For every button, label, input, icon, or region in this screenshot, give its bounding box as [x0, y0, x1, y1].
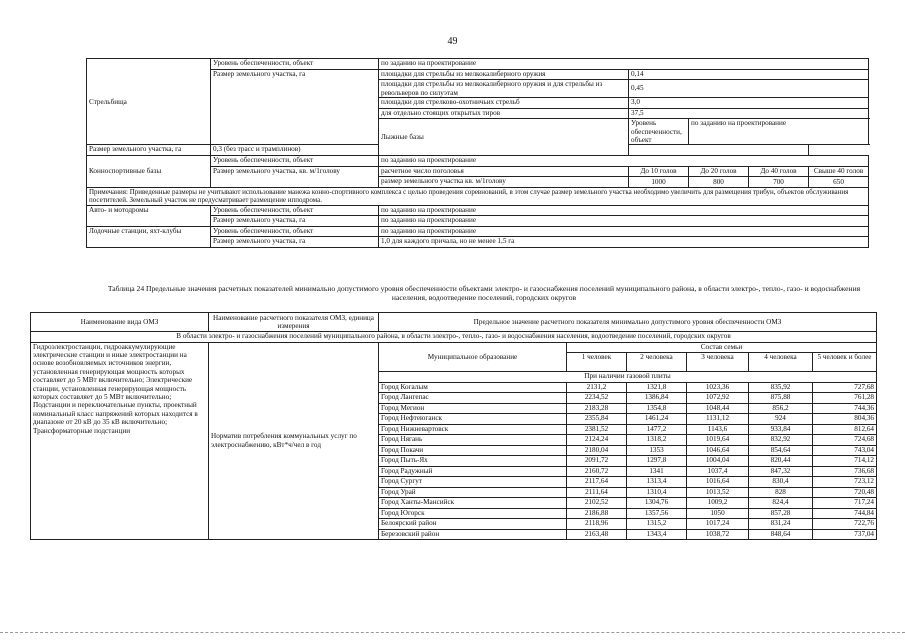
value-cell: 2124,24 — [567, 435, 627, 446]
value-cell: 2111,64 — [567, 487, 627, 498]
row-label-horse: Конноспортивные базы — [87, 156, 211, 188]
table-cell: 1,0 для каждого причала, но не менее 1,5 га — [379, 237, 869, 248]
value-cell: 744,36 — [813, 403, 877, 414]
municipality-name: Город Нефтеюганск — [379, 414, 567, 425]
value-cell: 743,04 — [813, 445, 877, 456]
table-cell: по заданию на проектирование — [379, 226, 869, 237]
header-value: Предельное значение расчетного показателя минимально допустимого уровня обеспеченности ОМЗ — [379, 313, 877, 332]
value-cell: 2160,72 — [567, 466, 627, 477]
value-cell: 737,04 — [813, 529, 877, 540]
value-cell: 1131,12 — [687, 414, 749, 425]
table-cell: 1000 — [629, 177, 689, 188]
table-cell: расчетное число поголовья — [379, 166, 629, 177]
municipality-name: Город Сургут — [379, 477, 567, 488]
area-label: Размер земельного участка, га — [211, 69, 379, 145]
value-cell: 1004,04 — [687, 456, 749, 467]
value-cell: 2102,52 — [567, 498, 627, 509]
table-cell: 0,14 — [629, 69, 869, 80]
header-kind: Наименование вида ОМЗ — [31, 313, 209, 332]
value-cell: 857,28 — [749, 508, 813, 519]
municipality-name: Белоярский район — [379, 519, 567, 530]
table-cell: Размер земельного участка, кв. м/1голову — [211, 166, 379, 187]
family-header: Состав семьи — [567, 342, 877, 353]
value-cell: 761,28 — [813, 393, 877, 404]
col-1: 1 человек — [567, 353, 627, 372]
municipality-name: Город Ханты-Мансийск — [379, 498, 567, 509]
table-cell: площадки для стрелково-охотничьих стрельб — [379, 98, 629, 109]
table-cell: по заданию на проектирование — [379, 205, 869, 216]
value-cell: 2355,84 — [567, 414, 627, 425]
value-cell: 2131,2 — [567, 382, 627, 393]
table-cell: До 10 голов — [629, 166, 689, 177]
mo-header: Муниципальное образование — [379, 342, 567, 372]
col-5: 5 человек и более — [813, 353, 877, 372]
value-cell: 1321,8 — [627, 382, 687, 393]
level-value: по заданию на проектирование — [379, 59, 869, 70]
value-cell: 1357,56 — [627, 508, 687, 519]
table-cell: Свыше 40 голов — [809, 166, 869, 177]
value-cell: 720,48 — [813, 487, 877, 498]
value-cell: 714,12 — [813, 456, 877, 467]
value-cell: 1009,2 — [687, 498, 749, 509]
value-cell: 1343,4 — [627, 529, 687, 540]
row-label-strelbishche: Стрельбища — [87, 59, 211, 145]
value-cell: 875,88 — [749, 393, 813, 404]
col-2: 2 человека — [627, 353, 687, 372]
table-cell: 700 — [749, 177, 809, 188]
value-cell: 824,4 — [749, 498, 813, 509]
value-cell: 1143,6 — [687, 424, 749, 435]
municipality-name: Город Радужный — [379, 466, 567, 477]
value-cell: 1046,64 — [687, 445, 749, 456]
municipality-name: Город Мегион — [379, 403, 567, 414]
gas-row: При наличии газовой плиты — [379, 372, 877, 383]
value-cell: 727,68 — [813, 382, 877, 393]
table-cell: Уровень обеспеченности, объект — [211, 226, 379, 237]
value-cell: 722,76 — [813, 519, 877, 530]
table-cell: 0,3 (без трасс и трамплинов) — [211, 145, 809, 156]
value-cell: 1353 — [627, 445, 687, 456]
indicator-cell: Норматив потребления коммунальных услуг по электроснабжению, кВт*ч/чел в год — [209, 342, 379, 540]
municipality-name: Город Нягань — [379, 435, 567, 446]
value-cell: 2180,04 — [567, 445, 627, 456]
table-cell: Уровень обеспеченности, объект — [629, 119, 689, 145]
municipality-name: Березовский район — [379, 529, 567, 540]
kind-cell: Гидроэлектростанции, гидроаккумулирующие электрические станции и иные электростанции на основе возобновляемых источников энергии, установленная генерирующая мощность которых составляет до 5 МВт включительно; Электрические станции, установленная генерирующая мощность которых составляет до 5 МВт включительно; Подстанции и переключательные пункты, проектный номинальный класс напряжений которых находится в диапазоне от 20 кВ до 35 кВ включительно; Трансформаторные подстанции — [31, 342, 209, 540]
table-cell: площадки для стрельбы из мелкокалиберного оружия — [379, 69, 629, 80]
municipality-name: Город Югорск — [379, 508, 567, 519]
value-cell: 1386,84 — [627, 393, 687, 404]
value-cell: 1017,24 — [687, 519, 749, 530]
col-4: 4 человека — [749, 353, 813, 372]
value-cell: 1050 — [687, 508, 749, 519]
table-cell: 3,0 — [629, 98, 869, 109]
value-cell: 933,84 — [749, 424, 813, 435]
value-cell: 828 — [749, 487, 813, 498]
row-label-boat: Лодочные станции, яхт-клубы — [87, 226, 211, 247]
header-indicator: Наименование расчетного показателя ОМЗ, единица измерения — [209, 313, 379, 332]
value-cell: 717,24 — [813, 498, 877, 509]
value-cell: 820,44 — [749, 456, 813, 467]
value-cell: 924 — [749, 414, 813, 425]
page-edge — [0, 632, 905, 633]
table-cell: размер земельного участка кв. м/1голову — [379, 177, 629, 188]
municipality-name: Город Нижневартовск — [379, 424, 567, 435]
value-cell: 1313,4 — [627, 477, 687, 488]
table-cell: Размер земельного участка, га — [211, 237, 379, 248]
value-cell: 854,64 — [749, 445, 813, 456]
section-row: В области электро- и газоснабжения поселений муниципального района, в области электро-, тепло-, газо- и водоснабжения населения, водоотведение поселений, городских округов — [31, 332, 877, 343]
value-cell: 830,4 — [749, 477, 813, 488]
value-cell: 2183,28 — [567, 403, 627, 414]
table-cell: Размер земельного участка, га — [211, 216, 379, 227]
value-cell: 1038,72 — [687, 529, 749, 540]
value-cell: 744,84 — [813, 508, 877, 519]
value-cell: 1037,4 — [687, 466, 749, 477]
table-cell: 650 — [809, 177, 869, 188]
value-cell: 856,2 — [749, 403, 813, 414]
municipality-name: Город Когалым — [379, 382, 567, 393]
value-cell: 1016,64 — [687, 477, 749, 488]
table-cell: Уровень обеспеченности, объект — [211, 205, 379, 216]
municipality-name: Город Лангепас — [379, 393, 567, 404]
value-cell: 2091,72 — [567, 456, 627, 467]
value-cell: 1318,2 — [627, 435, 687, 446]
value-cell: 2186,88 — [567, 508, 627, 519]
table-caption: Таблица 24 Предельные значения расчетных показателей минимально допустимого уровня обеспеченности объектами электро- и газоснабжения поселений муниципального района, в области электро-, тепло-, газо- и водоснабжения населения, водоотведение поселений, городских округов — [107, 284, 861, 302]
value-cell: 2234,52 — [567, 393, 627, 404]
municipality-name: Город Урай — [379, 487, 567, 498]
value-cell: 832,92 — [749, 435, 813, 446]
level-label: Уровень обеспеченности, объект — [211, 59, 379, 70]
row-label-moto: Авто- и мотодромы — [87, 205, 211, 226]
table-cell: 37,5 — [629, 108, 869, 119]
value-cell: 2381,52 — [567, 424, 627, 435]
table-cell: по заданию на проектирование — [379, 216, 869, 227]
value-cell: 847,32 — [749, 466, 813, 477]
value-cell: 1048,44 — [687, 403, 749, 414]
col-3: 3 человека — [687, 353, 749, 372]
value-cell: 1297,8 — [627, 456, 687, 467]
table-cell: площадки для стрельбы из мелкокалиберного оружия и для стрельбы из револьверов по силуэтам — [379, 80, 629, 98]
value-cell: 1354,8 — [627, 403, 687, 414]
table-cell: по заданию на проектирование — [379, 156, 869, 167]
value-cell: 1072,92 — [687, 393, 749, 404]
value-cell: 2163,48 — [567, 529, 627, 540]
table-cell: для отдельно стоящих открытых тиров — [379, 108, 629, 119]
value-cell: 736,68 — [813, 466, 877, 477]
table-note: Примечания: Приведенные размеры не учитывают использование манежа конно-спортивного комплекса с целью проведения соревнований, в этом случае размер земельного участка необходимо увеличить для размещения трибун, объектов обслуживания посетителей. Земельный участок не предусматривает размещение ипподрома. — [87, 187, 869, 205]
value-cell: 1023,36 — [687, 382, 749, 393]
municipality-name: Город Покачи — [379, 445, 567, 456]
value-cell: 835,92 — [749, 382, 813, 393]
value-cell: 1477,2 — [627, 424, 687, 435]
value-cell: 724,68 — [813, 435, 877, 446]
table-cell: Размер земельного участка, га — [87, 145, 211, 156]
municipality-name: Город Пыть-Ях — [379, 456, 567, 467]
value-cell: 1013,52 — [687, 487, 749, 498]
table-cell: Уровень обеспеченности, объект — [211, 156, 379, 167]
value-cell: 1461,24 — [627, 414, 687, 425]
value-cell: 804,36 — [813, 414, 877, 425]
value-cell: 1341 — [627, 466, 687, 477]
table-cell: по заданию на проектирование — [689, 119, 869, 145]
table-cell: 800 — [689, 177, 749, 188]
energy-supply-table — [30, 312, 877, 540]
value-cell: 723,12 — [813, 477, 877, 488]
value-cell: 1019,64 — [687, 435, 749, 446]
value-cell: 848,64 — [749, 529, 813, 540]
page-number: 49 — [447, 36, 458, 47]
value-cell: 2118,96 — [567, 519, 627, 530]
value-cell: 1304,76 — [627, 498, 687, 509]
sports-facilities-table — [86, 58, 869, 248]
value-cell: 2117,64 — [567, 477, 627, 488]
table-cell: До 40 голов — [749, 166, 809, 177]
value-cell: 1310,4 — [627, 487, 687, 498]
table-cell: 0,45 — [629, 80, 869, 98]
row-label-ski: Лыжные базы — [379, 119, 629, 156]
value-cell: 812,64 — [813, 424, 877, 435]
table-cell: До 20 голов — [689, 166, 749, 177]
value-cell: 831,24 — [749, 519, 813, 530]
value-cell: 1315,2 — [627, 519, 687, 530]
